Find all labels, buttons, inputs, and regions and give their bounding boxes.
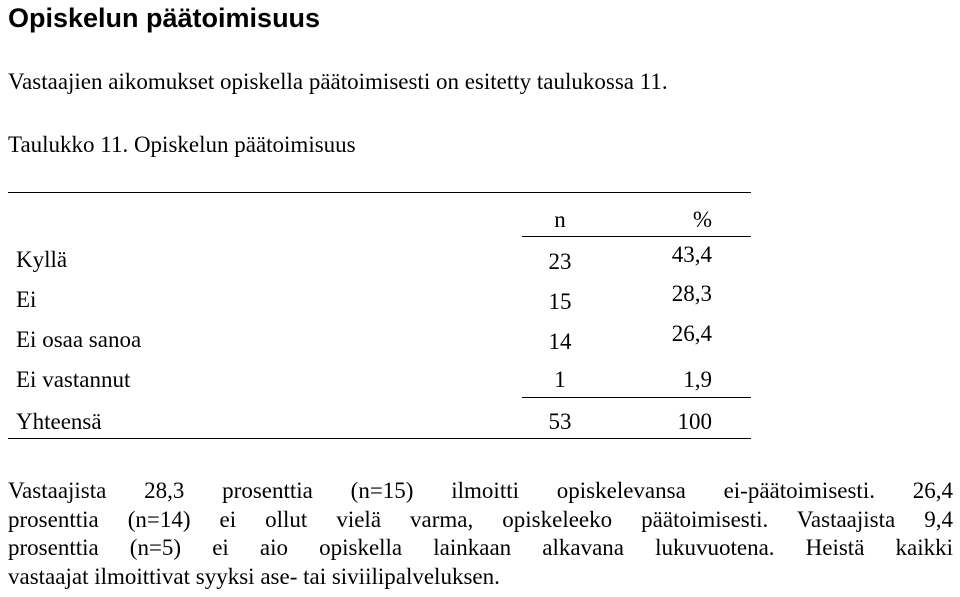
row-n: 15 <box>548 289 572 314</box>
row-n: 1 <box>554 367 566 392</box>
total-label: Yhteensä <box>16 409 102 434</box>
paragraph-line: Vastaajista 28,3 prosenttia (n=15) ilmoitti opiskelevansa ei-päätoimisesti. 26,4 <box>8 478 953 503</box>
total-percent: 100 <box>677 409 712 434</box>
row-percent: 43,4 <box>671 242 712 267</box>
table-top-rule <box>8 192 751 193</box>
table-header-rule <box>522 236 751 237</box>
table-body-rule <box>522 397 751 398</box>
row-label: Ei osaa sanoa <box>16 327 142 352</box>
row-percent: 28,3 <box>671 281 712 306</box>
paragraph-line: prosenttia (n=5) ei aio opiskella lainkaan alkavana lukuvuotena. Heistä kaikki <box>8 535 953 560</box>
body-paragraph <box>8 477 953 591</box>
page-heading: Opiskelun päätoimisuus <box>8 3 321 33</box>
row-n: 23 <box>548 249 572 274</box>
header-n: n <box>554 207 566 232</box>
row-percent: 26,4 <box>671 321 712 346</box>
paragraph-line: vastaajat ilmoittivat syyksi ase- tai siviilipalveluksen. <box>8 563 500 589</box>
row-n: 14 <box>548 329 572 354</box>
row-label: Kyllä <box>16 247 68 272</box>
total-n: 53 <box>548 409 572 434</box>
row-percent: 1,9 <box>683 367 712 392</box>
intro-text: Vastaajien aikomukset opiskella päätoimisesti on esitetty taulukossa 11. <box>8 69 668 94</box>
header-percent: % <box>692 207 712 232</box>
row-label: Ei <box>16 287 37 312</box>
paragraph-line: prosenttia (n=14) ei ollut vielä varma, opiskeleeko päätoimisesti. Vastaajista 9,4 <box>8 506 953 532</box>
table-caption: Taulukko 11. Opiskelun päätoimisuus <box>8 132 356 157</box>
row-label: Ei vastannut <box>16 367 131 392</box>
table-bottom-rule <box>8 438 751 439</box>
